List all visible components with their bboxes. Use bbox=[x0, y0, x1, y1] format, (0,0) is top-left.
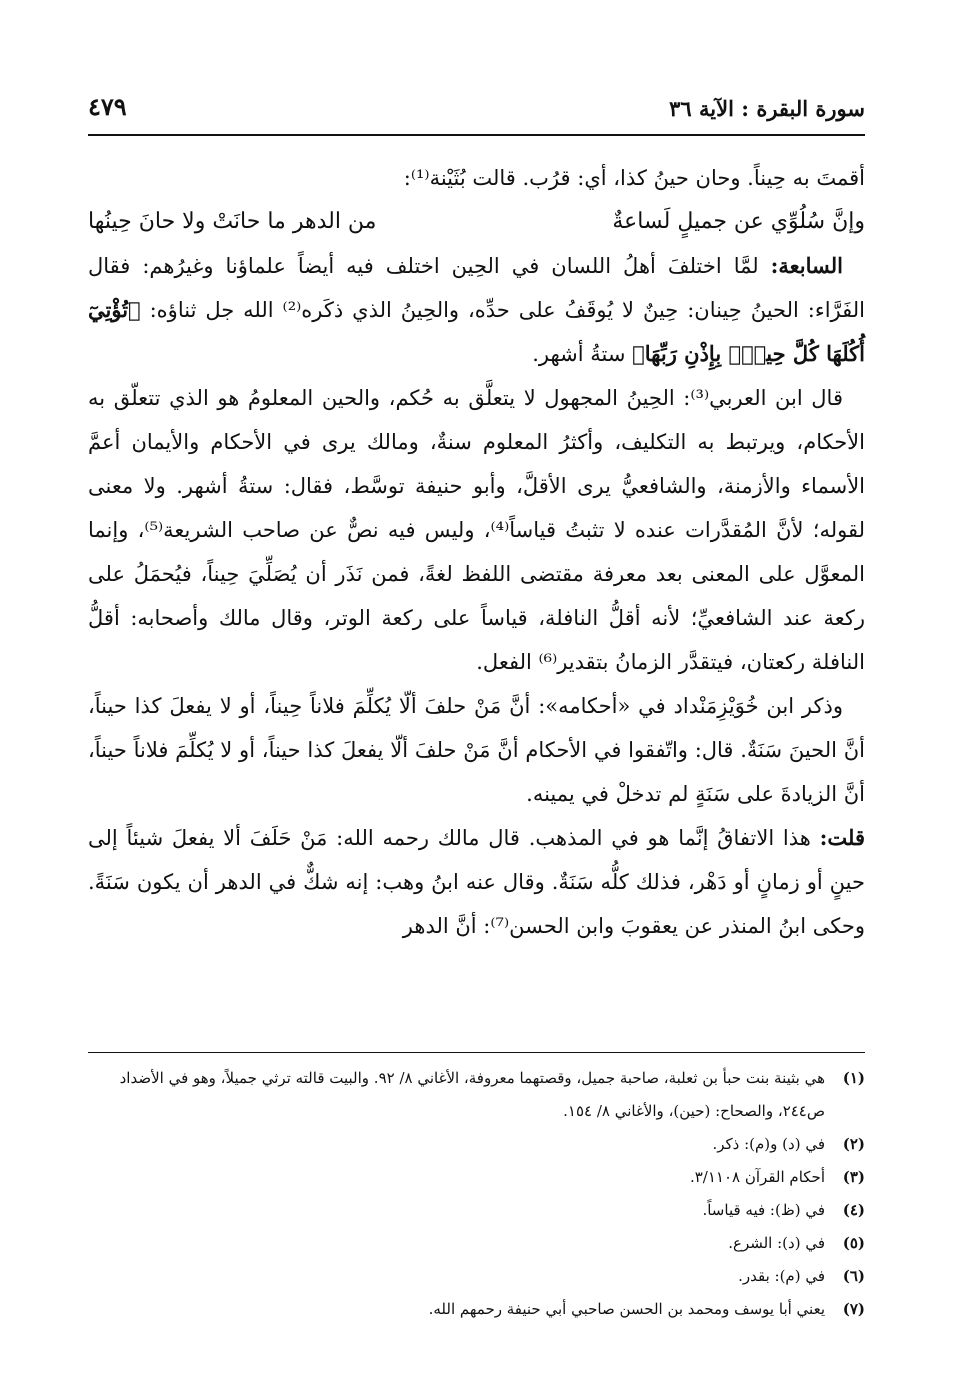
footnote-4: (٤) في (ظ): فيه قياساً. bbox=[702, 1201, 865, 1219]
main-text bbox=[88, 156, 865, 948]
paragraph-2-end: ستةُ أشهر. bbox=[532, 342, 626, 366]
footnote-5: (٥) في (د): الشرع. bbox=[728, 1234, 865, 1252]
paragraph-5 bbox=[88, 816, 865, 948]
paragraph-2-text: لمَّا اختلفَ أهلُ اللسان في الحِين اختلف فيه أيضاً علماؤنا وغيرُهم: فقال الفَرَّاء: الحينُ حِينان: حِينٌ لا يُوقَفُ على حدِّه، والحِينُ الذي ذكَره⁽²⁾ الله جل ثناؤه: bbox=[88, 254, 865, 322]
paragraph-2 bbox=[88, 244, 865, 376]
footnote-divider bbox=[88, 1052, 865, 1053]
footnote-1: (١) هي بثينة بنت حبأ بن ثعلبة، صاحبة جميل، وقصتهما معروفة، الأغاني ٨/ ٩٢. والبيت قالته ترثي جميلاً، وهو في الأضداد ص٢٤٤، والصحاح: (حين)، والأغاني ٨/ ١٥٤. bbox=[119, 1069, 865, 1120]
footnote-6: (٦) في (م): بقدر. bbox=[738, 1267, 865, 1285]
footnote-3: (٣) أحكام القرآن ٣/١١٠٨. bbox=[689, 1168, 865, 1186]
header-divider bbox=[88, 134, 865, 136]
paragraph-1: أقمتَ به حِيناً. وحان حينُ كذا، أي: قرُب. قالت بُثَيْنة⁽¹⁾: bbox=[403, 166, 865, 190]
poetry-verse bbox=[88, 200, 865, 244]
paragraph-3: قال ابن العربي⁽³⁾: الحِينُ المجهول لا يتعلَّق به حُكم، والحين المعلومُ هو الذي تتعلّق به الأحكام، ويرتبط به التكليف، وأكثرُ المعلوم سنةٌ، ومالك يرى في الأحكام والأيمان أعمَّ الأسماء والأزمنة، والشافعيُّ يرى الأقلَّ، وأبو حنيفة توسَّط، فقال: ستةُ أشهر. ولا معنى لقوله؛ لأنَّ المُقدَّرات عنده لا تثبتُ قياساً⁽⁴⁾، وليس فيه نصٌّ عن صاحب الشريعة⁽⁵⁾، وإنما المعوَّل على المعنى بعد معرفة مقتضى اللفظ لغةً، فمن نَذَر أن يُصَلِّيَ حِيناً، فيُحمَلُ على ركعة عند الشافعيِّ؛ لأنه أقلُّ النافلة، قياساً على ركعة الوتر، وقال مالك وأصحابه: أقلُّ النافلة ركعتان، فيتقدَّر الزمانُ بتقدير⁽⁶⁾ الفعل. bbox=[88, 386, 865, 674]
verse-first-hemistich: وإنَّ سُلُوِّي عن جميلٍ لَساعةٌ bbox=[612, 209, 865, 234]
page-header bbox=[88, 92, 865, 132]
footnote-2: (٢) في (د) و(م): ذكر. bbox=[712, 1135, 865, 1153]
running-title: سورة البقرة : الآية ٣٦ bbox=[669, 96, 865, 121]
quran-quote: ﴿تُؤْتِيٓ أُكُلَهَا كُلَّ حِينٍۭ بِإِذْنِ رَبِّهَا﴾ bbox=[88, 297, 865, 366]
qult-lead: قلت: bbox=[819, 825, 865, 850]
verse-second-hemistich: من الدهر ما حانَتْ ولا حانَ حِينُها bbox=[88, 209, 377, 234]
page-number: ٤٧٩ bbox=[88, 92, 127, 121]
section-lead: السابعة: bbox=[770, 253, 843, 278]
footnotes bbox=[88, 1062, 865, 1326]
footnote-7: (٧) يعني أبا يوسف ومحمد بن الحسن صاحبي أبي حنيفة رحمهم الله. bbox=[428, 1300, 865, 1318]
paragraph-4: وذكر ابن خُوَيْزِمَنْداد في «أحكامه»: أنَّ مَنْ حلفَ ألّا يُكلِّمَ فلاناً حِيناً، أو لا يفعلَ كذا حيناً، أنَّ الحينَ سَنَةٌ. قال: واتّفقوا في الأحكام أنَّ مَنْ حلفَ ألّا يفعلَ كذا حيناً، أو لا يُكلِّمَ فلاناً حيناً، أنَّ الزيادةَ على سَنَةٍ لم تدخلْ في يمينه. bbox=[88, 694, 865, 806]
paragraph-5-text: هذا الاتفاقُ إنَّما هو في المذهب. قال مالك رحمه الله: مَنْ حَلَفَ ألا يفعلَ شيئاً إلى حينٍ أو زمانٍ أو دَهْر، فذلك كلُّه سَنَةٌ. وقال عنه ابنُ وهب: إنه شكٌّ في الدهر أن يكون سَنَةً. وحكى ابنُ المنذر عن يعقوبَ وابن الحسن⁽⁷⁾: أنَّ الدهر bbox=[88, 826, 865, 938]
